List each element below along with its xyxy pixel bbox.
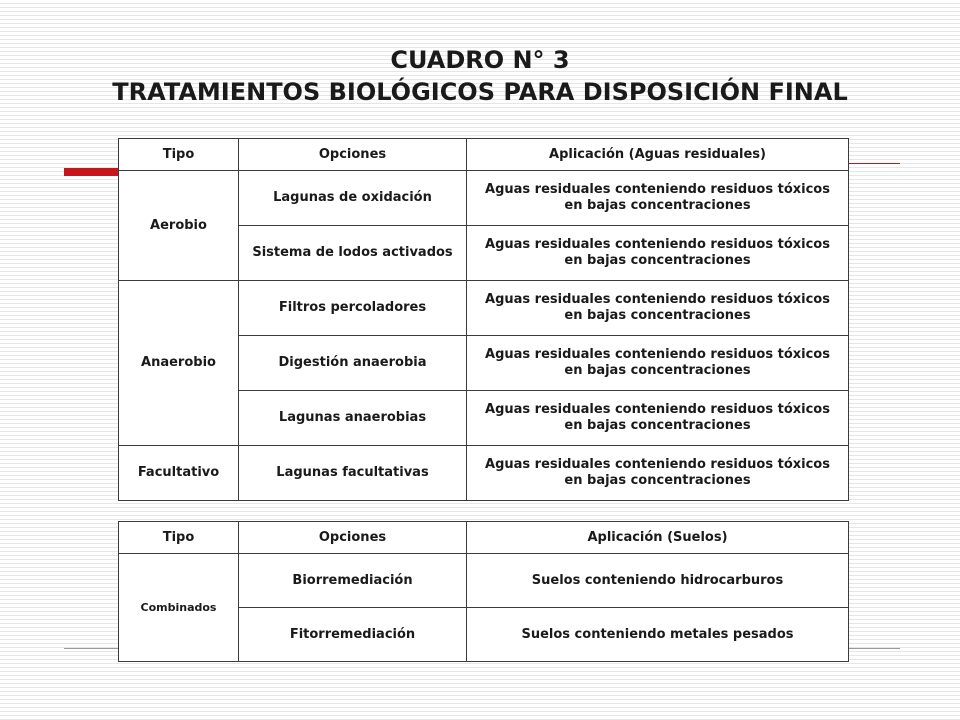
opcion-cell: Biorremediación [239,554,467,608]
header-tipo: Tipo [119,139,239,171]
opcion-cell: Sistema de lodos activados [239,226,467,281]
aguas-residuales-table [118,138,849,501]
aplicacion-cell: Aguas residuales conteniendo residuos tóxicos en bajas concentraciones [467,281,849,336]
title-line-1: CUADRO N° 3 [390,46,570,74]
aplicacion-cell: Aguas residuales conteniendo residuos tóxicos en bajas concentraciones [467,171,849,226]
opcion-cell: Lagunas anaerobias [239,391,467,446]
header-aplicacion: Aplicación (Aguas residuales) [467,139,849,171]
decorative-gray-line-left [64,648,118,649]
aplicacion-cell: Suelos conteniendo metales pesados [467,608,849,662]
tipo-cell: Anaerobio [119,281,239,446]
tipo-cell: Combinados [119,554,239,662]
header-tipo: Tipo [119,522,239,554]
table-header-row [119,139,849,171]
table-row [119,171,849,226]
opcion-cell: Filtros percoladores [239,281,467,336]
aplicacion-cell: Aguas residuales conteniendo residuos tóxicos en bajas concentraciones [467,336,849,391]
aplicacion-cell: Aguas residuales conteniendo residuos tóxicos en bajas concentraciones [467,446,849,501]
opcion-cell: Fitorremediación [239,608,467,662]
decorative-red-bar [64,168,120,176]
opcion-cell: Lagunas facultativas [239,446,467,501]
opcion-cell: Lagunas de oxidación [239,171,467,226]
aplicacion-cell: Aguas residuales conteniendo residuos tóxicos en bajas concentraciones [467,226,849,281]
decorative-gray-line-right [848,648,900,649]
header-opciones: Opciones [239,522,467,554]
tipo-cell: Aerobio [119,171,239,281]
table-row [119,446,849,501]
aplicacion-cell: Suelos conteniendo hidrocarburos [467,554,849,608]
suelos-table [118,521,849,662]
table-row [119,281,849,336]
tipo-cell: Facultativo [119,446,239,501]
opcion-cell: Digestión anaerobia [239,336,467,391]
header-aplicacion: Aplicación (Suelos) [467,522,849,554]
aplicacion-cell: Aguas residuales conteniendo residuos tóxicos en bajas concentraciones [467,391,849,446]
decorative-red-line [848,163,900,164]
slide-title [0,44,960,108]
table-row [119,554,849,608]
table-header-row [119,522,849,554]
title-line-2: TRATAMIENTOS BIOLÓGICOS PARA DISPOSICIÓN FINAL [112,78,848,106]
header-opciones: Opciones [239,139,467,171]
